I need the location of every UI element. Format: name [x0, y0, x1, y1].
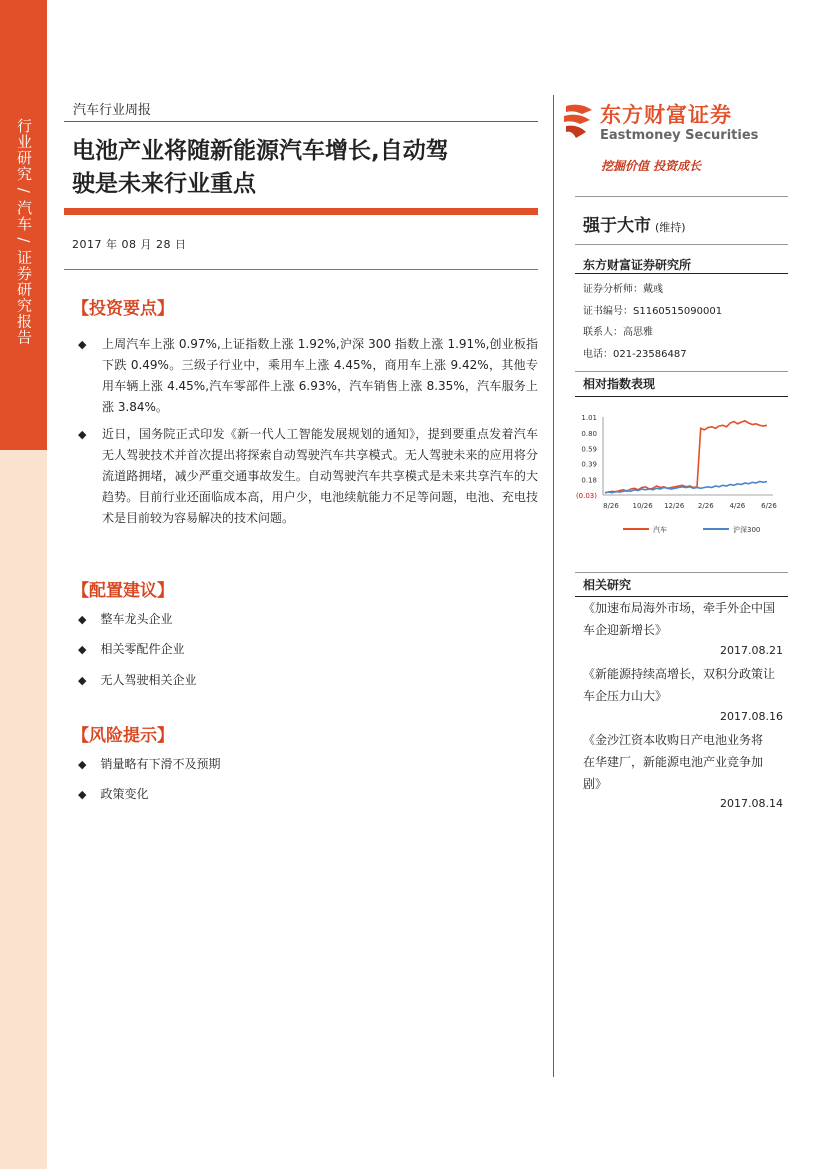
related-report-1[interactable]: 《加速布局海外市场，牵手外企中国 车企迎新增长》 [583, 601, 776, 637]
date-divider [64, 269, 538, 270]
related-divider-top [575, 572, 788, 573]
analyst: 证券分析师：戴彧 [583, 284, 663, 295]
rating-divider-bottom [575, 244, 788, 245]
y-tick-label: (0.03) [575, 492, 597, 500]
diamond-bullet-icon: ◆ [78, 758, 87, 771]
rating: 强于大市 (维持) [583, 216, 686, 236]
sidebar-text: 行业研究 / 汽车 / 证券研究报告 [15, 118, 33, 346]
page-title [72, 135, 542, 201]
report-category: 汽车行业周报 [73, 103, 152, 118]
risk-item: ◆ 销量略有下滑不及预期 [78, 757, 221, 771]
chart-divider-top [575, 371, 788, 372]
x-tick-label: 8/26 [603, 502, 619, 510]
report-date: 2017 年 08 月 28 日 [72, 238, 187, 251]
diamond-bullet-icon: ◆ [78, 643, 87, 656]
x-tick-label: 6/26 [761, 502, 777, 510]
y-tick-label: 0.39 [581, 460, 597, 469]
related-date-2: 2017.08.16 [720, 710, 783, 723]
invest-title: 【投资要点】 [72, 299, 174, 319]
related-title: 相关研究 [583, 578, 632, 592]
related-report-3[interactable]: 《金沙江资本收购日产电池业务将 在华建厂，新能源电池产业竞争加 剧》 [583, 733, 764, 791]
brand-name-cn: 东方财富证券 [600, 103, 732, 127]
x-tick-label: 4/26 [729, 502, 746, 510]
invest-bullet-1: ◆ 上周汽车上涨 0.97%,上证指数上涨 1.92%,沪深 300 指数上涨 1.91%,创业板指下跌 0.49%。三级子行业中，乘用车上涨 4.45%，商用车上涨 9.42%，其他专用车辆上涨 4.45%,汽车零部件上涨 6.93%，汽车销售上涨 8.35%，汽车服务上涨 3.84%。 [78, 334, 538, 418]
rating-divider-top [575, 196, 788, 197]
y-tick-label: 0.59 [581, 445, 597, 454]
legend-label: 汽车 [653, 526, 667, 534]
diamond-bullet-icon: ◆ [78, 788, 87, 801]
series-line-汽车 [605, 421, 767, 493]
series-line-沪深300 [605, 482, 767, 493]
title-line-1: 电池产业将随新能源汽车增长,自动驾 [72, 138, 449, 164]
related-date-1: 2017.08.21 [720, 644, 783, 657]
eastmoney-logo-icon [560, 100, 596, 140]
alloc-item: ◆ 整车龙头企业 [78, 612, 173, 626]
column-divider [553, 95, 554, 1077]
x-tick-label: 12/26 [664, 502, 685, 510]
sidebar [0, 0, 47, 1169]
title-accent-bar [64, 208, 538, 215]
alloc-title: 【配置建议】 [72, 581, 174, 601]
chart-divider-bottom [575, 396, 788, 397]
diamond-bullet-icon: ◆ [78, 338, 87, 351]
title-line-2: 驶是未来行业重点 [72, 171, 256, 197]
risk-item: ◆ 政策变化 [78, 787, 149, 801]
alloc-item: ◆ 无人驾驶相关企业 [78, 673, 197, 687]
phone: 电话：021-23586487 [583, 349, 687, 360]
chart-title: 相对指数表现 [583, 377, 656, 391]
x-tick-label: 10/26 [632, 502, 653, 510]
brand-name-en: Eastmoney Securities [600, 128, 759, 143]
diamond-bullet-icon: ◆ [78, 674, 87, 687]
contact: 联系人：高思雅 [583, 327, 653, 338]
related-date-3: 2017.08.14 [720, 797, 783, 810]
invest-bullet-2: ◆ 近日，国务院正式印发《新一代人工智能发展规划的通知》，提到要重点发着汽车无人驾驶技术并首次提出将探索自动驾驶汽车共享模式。无人驾驶未来的应用将分流道路拥堵，减少严重交通事故发生。自动驾驶汽车共享模式是未来共享汽车的大趋势。目前行业还面临成本高，用户少，电池续航能力不足等问题，电池、充电技术是目前较为容易解决的技术问题。 [78, 424, 538, 529]
legend-label: 沪深300 [733, 526, 761, 534]
institute-divider [575, 273, 788, 274]
diamond-bullet-icon: ◆ [78, 428, 87, 441]
x-tick-label: 2/26 [697, 502, 714, 510]
alloc-item: ◆ 相关零配件企业 [78, 642, 185, 656]
relative-index-chart [575, 405, 788, 540]
y-tick-label: 1.01 [581, 414, 597, 422]
header-divider [64, 121, 538, 122]
risk-title: 【风险提示】 [72, 726, 174, 746]
cert-number: 证书编号：S1160515090001 [583, 306, 723, 317]
diamond-bullet-icon: ◆ [78, 613, 87, 626]
brand-slogan: 挖掘价值 投资成长 [601, 159, 702, 173]
institute-name: 东方财富证券研究所 [583, 258, 692, 272]
y-tick-label: 0.80 [581, 429, 597, 438]
y-tick-label: 0.18 [581, 476, 597, 485]
related-report-2[interactable]: 《新能源持续高增长，双积分政策让 车企压力山大》 [583, 667, 776, 703]
